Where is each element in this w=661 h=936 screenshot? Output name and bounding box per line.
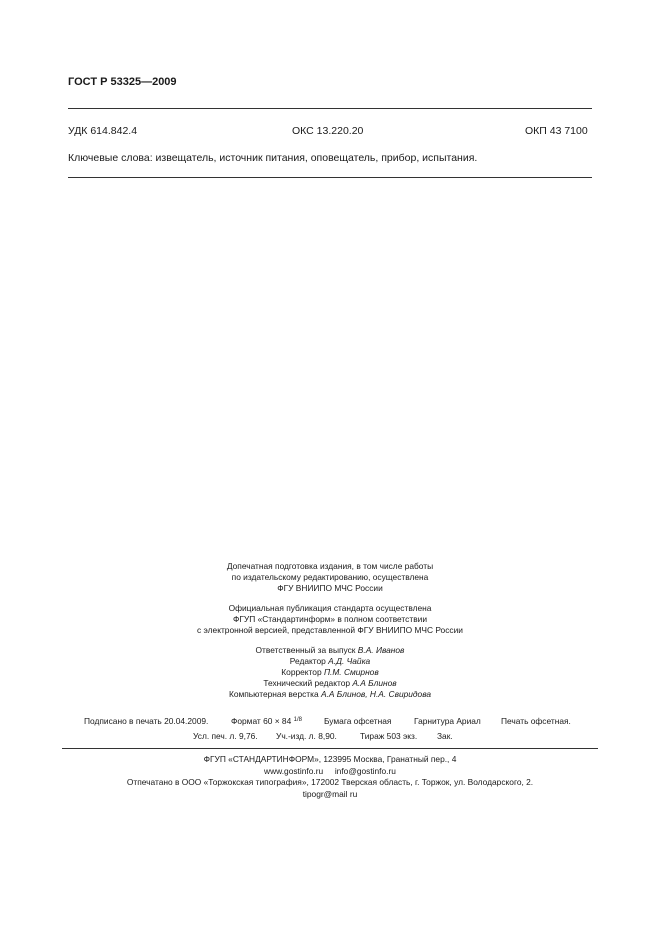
- print-run: Тираж 503 экз.: [360, 731, 418, 741]
- udk-code: УДК 614.842.4: [68, 125, 138, 137]
- order: Зак.: [437, 731, 453, 741]
- credit-layout: Компьютерная верстка А.А Блинов, Н.А. Свиридова: [228, 689, 432, 699]
- oks-code: ОКС 13.220.20: [292, 125, 364, 137]
- prep-line: ФГУ ВНИИПО МЧС России: [277, 583, 383, 593]
- keywords-divider: [68, 177, 592, 178]
- okp-code: ОКП 43 7100: [525, 125, 588, 137]
- top-divider: [68, 108, 592, 109]
- credit-corrector: Корректор П.М. Смирнов: [281, 667, 379, 677]
- signed-date: Подписано в печать 20.04.2009.: [84, 716, 209, 726]
- credit-responsible: Ответственный за выпуск В.А. Иванов: [255, 645, 405, 655]
- prep-block: [130, 561, 530, 594]
- website-link[interactable]: www.gostinfo.ru: [264, 765, 324, 776]
- publication-block: [130, 603, 530, 636]
- footer-divider: [62, 748, 598, 749]
- email-link[interactable]: info@gostinfo.ru: [334, 765, 396, 776]
- prep-line: по издательскому редактированию, осуществлена: [231, 572, 429, 582]
- publication-line: ФГУП «Стандартинформ» в полном соответствии: [233, 614, 427, 624]
- publisher-footer: [60, 754, 600, 800]
- paper-type: Бумага офсетная: [324, 716, 392, 726]
- font-type: Гарнитура Ариал: [414, 716, 481, 726]
- standard-number: ГОСТ Р 53325—2009: [68, 76, 177, 88]
- credit-editor: Редактор А.Д. Чайка: [289, 656, 371, 666]
- publication-line: Официальная публикация стандарта осуществлена: [228, 603, 432, 613]
- printer-email[interactable]: tipogr@mail ru: [302, 788, 358, 799]
- publisher-contacts: [60, 766, 600, 778]
- publisher-address: ФГУП «СТАНДАРТИНФОРМ», 123995 Москва, Гранатный пер., 4: [203, 754, 457, 764]
- uch-sheets: Уч.-изд. л. 8,90.: [276, 731, 337, 741]
- keywords: Ключевые слова: извещатель, источник питания, оповещатель, прибор, испытания.: [68, 152, 478, 164]
- format: Формат 60 × 84 $^{1/8}$: [231, 716, 302, 726]
- credits-block: [130, 645, 530, 700]
- printing-type: Печать офсетная.: [501, 716, 571, 726]
- printer-info: Отпечатано в ООО «Торжокская типография», 172002 Тверская область, г. Торжок, ул. Володарского, 2.: [126, 777, 534, 787]
- publication-line: с электронной версией, представленной ФГУ ВНИИПО МЧС России: [197, 625, 463, 635]
- prep-line: Допечатная подготовка издания, в том числе работы: [226, 561, 434, 571]
- usl-sheets: Усл. печ. л. 9,76.: [193, 731, 258, 741]
- credit-tech-editor: Технический редактор А.А Блинов: [263, 678, 397, 688]
